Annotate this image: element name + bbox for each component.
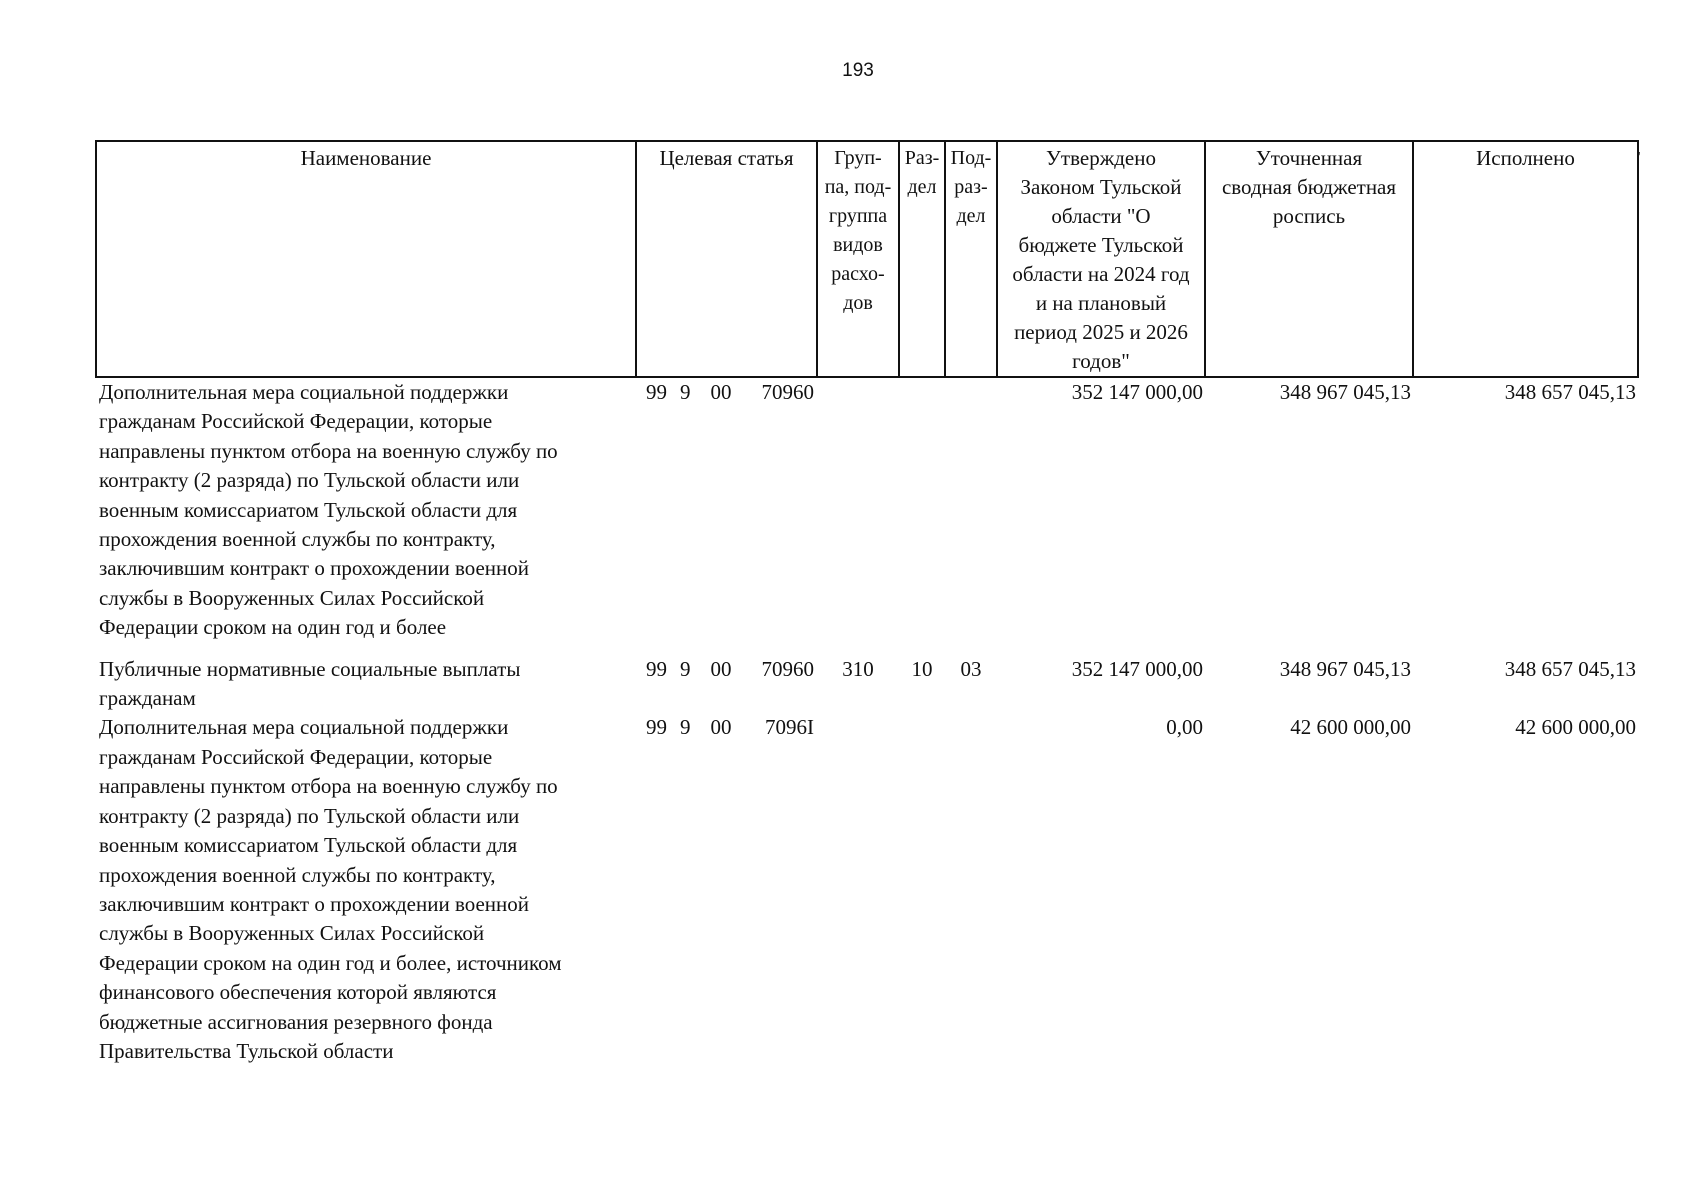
table-header [96, 141, 1638, 377]
target-part: 70960 [761, 380, 814, 404]
row-name: Публичные нормативные социальные выплаты гражданам [99, 656, 521, 711]
header-revised: Уточненная сводная бюджетная роспись [1205, 141, 1413, 377]
row-revised: 348 967 045,13 [1279, 380, 1411, 404]
target-part: 00 [710, 380, 732, 404]
row-revised: 42 600 000,00 [1290, 715, 1411, 740]
target-part: 99 [646, 380, 667, 404]
row-group: 310 [842, 656, 874, 681]
row-subsection: 03 [960, 656, 982, 681]
table-row [96, 377, 1638, 655]
row-approved: 352 147 000,00 [1071, 380, 1203, 404]
target-part: 00 [710, 715, 732, 740]
target-part: 70960 [761, 656, 814, 681]
row-target [636, 713, 817, 1066]
target-part: 99 [646, 656, 667, 681]
row-group [817, 377, 899, 655]
header-section: Раз- дел [899, 141, 945, 377]
row-target [636, 655, 817, 714]
row-section: 10 [911, 656, 933, 681]
header-target [636, 141, 817, 377]
margin-mark: ' [1638, 150, 1641, 165]
header-approved: Утверждено Законом Тульской области "О бюджете Тульской области на 2024 год и на плановый период 2025 и 2026 годов" [997, 141, 1205, 377]
row-revised: 348 967 045,13 [1279, 656, 1411, 681]
table-row [96, 655, 1638, 714]
row-name: Дополнительная мера социальной поддержки гражданам Российской Федерации, которые направлены пунктом отбора на военную службу по контракту (2 разряда) по Тульской области или военным комиссариатом Тульской области для прохождения военной службы по контракту, заключившим контракт о прохождении военной службы в Вооруженных Силах Российской Федерации сроком на один год и более, источником финансового обеспечения которой являются бюджетные ассигнования резервного фонда Правительства Тульской области [99, 715, 562, 1063]
target-part: 9 [680, 380, 691, 404]
row-executed: 348 657 045,13 [1504, 656, 1636, 681]
row-subsection [945, 713, 997, 1066]
budget-table [95, 140, 1639, 1066]
row-executed: 42 600 000,00 [1515, 715, 1636, 740]
row-section [899, 377, 945, 655]
target-part: 00 [710, 656, 732, 681]
row-subsection [945, 377, 997, 655]
row-section [899, 713, 945, 1066]
row-target [636, 377, 817, 655]
table-body [96, 377, 1638, 1066]
page-number: 193 [842, 60, 874, 81]
header-subsection: Под- раз- дел [945, 141, 997, 377]
header-group: Груп- па, под- группа видов расхо- дов [817, 141, 899, 377]
target-part: 9 [680, 656, 691, 681]
header-name-text: Наименование [300, 146, 432, 170]
row-group [817, 713, 899, 1066]
header-executed: Исполнено [1413, 141, 1638, 377]
target-part: 99 [646, 715, 667, 740]
header-target-text: Целевая статья [659, 146, 794, 170]
table-row [96, 713, 1638, 1066]
row-name: Дополнительная мера социальной поддержки гражданам Российской Федерации, которые направлены пунктом отбора на военную службу по контракту (2 разряда) по Тульской области или военным комиссариатом Тульской области для прохождения военной службы по контракту, заключившим контракт о прохождении военной службы в Вооруженных Силах Российской Федерации сроком на один год и более [99, 380, 558, 640]
row-approved: 0,00 [1166, 715, 1203, 740]
target-part: 7096I [765, 715, 814, 740]
row-approved: 352 147 000,00 [1071, 656, 1203, 681]
row-executed: 348 657 045,13 [1504, 380, 1636, 404]
header-name [96, 141, 636, 377]
target-part: 9 [680, 715, 691, 740]
